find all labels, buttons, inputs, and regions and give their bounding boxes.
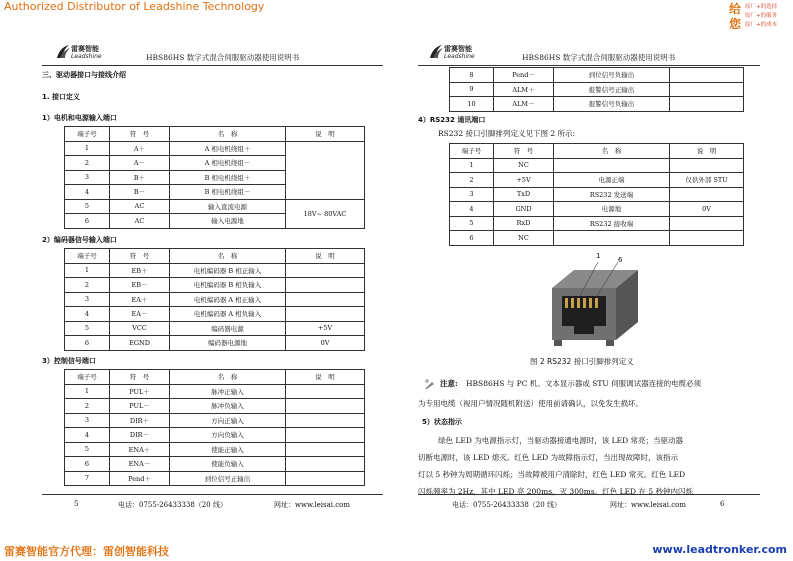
cell: B 相电机绕组－ [170, 185, 286, 200]
right-logo [428, 42, 478, 64]
logo-en-text: Leadshine [71, 53, 102, 60]
cell: 2 [450, 173, 494, 188]
note-line-2: 为专用电缆（视用户情况随机附送）使用前请确认，以免发生损坏。 [418, 399, 643, 408]
table-header-row [450, 144, 744, 159]
cell [286, 141, 365, 199]
rj-connector-figure [540, 252, 650, 347]
cell: 电机编码器 B 相正输入 [170, 263, 286, 278]
status-line: 灯以 5 秒钟为周期循环闪烁；当故障被用户清除时，红色 LED 常灭。红色 LED [418, 470, 686, 479]
cell: 18V~ 80VAC [286, 199, 365, 228]
table-row [65, 263, 365, 278]
right-footer-phone: 电话：0755-26433338（20 线） [452, 501, 561, 509]
brand-char-2: 您 [729, 17, 742, 31]
table-row [450, 68, 744, 83]
cell: 电机编码器 A 相负输入 [170, 307, 286, 322]
cell [286, 457, 365, 472]
cell [286, 428, 365, 443]
table-row [450, 216, 744, 231]
left-sub-title: 1. 接口定义 [42, 93, 80, 101]
brand-char-1: 给 [729, 2, 742, 16]
col-header: 名 称 [554, 144, 670, 159]
cell: EB－ [110, 278, 170, 293]
left-logo [55, 42, 105, 64]
cell: A 相电机绕组＋ [170, 141, 286, 156]
status-line: 绿色 LED 为电源指示灯，当驱动器接通电源时，该 LED 常亮；当驱动器 [438, 436, 683, 445]
table-row [65, 384, 365, 399]
table-row [65, 321, 365, 336]
cell [670, 68, 744, 83]
note-line-1: HBS86HS 与 PC 机、文本显示器或 STU 伺服调试器连接的电缆必须 [466, 379, 702, 388]
rs232-intro: RS232 接口引脚排列定义见下图 2 所示: [438, 129, 576, 138]
right-page-number: 6 [720, 500, 725, 508]
right-footer-web: 网址：www.leisai.com [610, 501, 686, 509]
cell [670, 216, 744, 231]
cell: 2 [65, 156, 110, 171]
col-header: 名 称 [170, 249, 286, 264]
leadshine-logo-icon [55, 44, 71, 60]
right-doc-title: HBS86HS 数字式混合伺服驱动器使用说明书 [522, 53, 676, 62]
table-header-row [65, 127, 365, 142]
status-paragraph [418, 432, 748, 500]
cell: A－ [110, 156, 170, 171]
cell: 7 [65, 471, 110, 486]
cell: +5V [286, 321, 365, 336]
cell [670, 158, 744, 173]
note-label: 注意: [440, 379, 458, 388]
cell: 3 [65, 413, 110, 428]
table-row [450, 82, 744, 97]
table-row [65, 442, 365, 457]
cell: EB＋ [110, 263, 170, 278]
cell: 方向负输入 [170, 428, 286, 443]
cell: 5 [450, 216, 494, 231]
cell [286, 442, 365, 457]
table-row [65, 199, 365, 214]
cell: 报警信号正输出 [554, 82, 670, 97]
table-row [65, 292, 365, 307]
figure-caption: 图 2 RS232 接口引脚排列定义 [530, 357, 634, 366]
warning-pen-icon [424, 378, 436, 390]
cell: B 相电机绕组＋ [170, 170, 286, 185]
cell: ALM＋ [494, 82, 554, 97]
table-header-row [65, 249, 365, 264]
cell [554, 231, 670, 246]
t1-title: 1）电机和电源输入端口 [42, 114, 117, 122]
cell: 10 [450, 97, 494, 112]
cell: GND [494, 202, 554, 217]
table-row [65, 307, 365, 322]
cell: 5 [65, 442, 110, 457]
cell [670, 231, 744, 246]
cell: NC [494, 231, 554, 246]
table-row [65, 471, 365, 486]
status-title: 5）状态指示 [422, 418, 462, 426]
table-row [450, 173, 744, 188]
cell: 4 [65, 428, 110, 443]
cell: B－ [110, 185, 170, 200]
website-link[interactable]: www.leadtronker.com [652, 543, 787, 556]
brand-line-3: 原厂+的成本 [745, 22, 778, 28]
table-row [65, 399, 365, 414]
cell: ALM－ [494, 97, 554, 112]
cell: 电机编码器 B 相负输入 [170, 278, 286, 293]
col-header: 端子号 [65, 249, 110, 264]
cell [286, 399, 365, 414]
logo-cn-text: 雷赛智能 [71, 45, 99, 53]
table-row [65, 141, 365, 156]
cell [286, 307, 365, 322]
cell: 脉冲正输入 [170, 384, 286, 399]
cell: AC [110, 199, 170, 214]
col-header: 符 号 [110, 370, 170, 385]
brand-mark [729, 0, 789, 34]
cell [286, 263, 365, 278]
table-row [450, 231, 744, 246]
cell: PUL＋ [110, 384, 170, 399]
cell [670, 187, 744, 202]
cell: B＋ [110, 170, 170, 185]
cell: 使能正输入 [170, 442, 286, 457]
col-header: 符 号 [110, 249, 170, 264]
cell: 4 [450, 202, 494, 217]
cell: 编码器电源 [170, 321, 286, 336]
cell: RS232 接收端 [554, 216, 670, 231]
col-header: 端子号 [65, 370, 110, 385]
col-header: 端子号 [65, 127, 110, 142]
cell: 5 [65, 321, 110, 336]
cell [670, 97, 744, 112]
col-header: 名 称 [170, 127, 286, 142]
cell [286, 278, 365, 293]
cell: 8 [450, 68, 494, 83]
cell: 使能负输入 [170, 457, 286, 472]
cell: 输入直流电源 [170, 199, 286, 214]
encoder-port-table [64, 248, 365, 351]
cell [554, 158, 670, 173]
table-row [65, 457, 365, 472]
cell: TxD [494, 187, 554, 202]
table-row [450, 158, 744, 173]
cell: Pend－ [494, 68, 554, 83]
cell: EA＋ [110, 292, 170, 307]
left-footer-phone: 电话：0755-26433338（20 线） [118, 501, 227, 509]
col-header: 说 明 [286, 127, 365, 142]
cell: 0V [670, 202, 744, 217]
left-header-rule [42, 65, 383, 66]
cell: 3 [65, 170, 110, 185]
cell: A 相电机绕组－ [170, 156, 286, 171]
cell: 1 [65, 141, 110, 156]
left-footer-web: 网址：www.leisai.com [274, 501, 350, 509]
cell [286, 471, 365, 486]
t3-title: 3）控制信号端口 [42, 357, 96, 365]
cell: RS232 发送端 [554, 187, 670, 202]
brand-line-2: 原厂+的服务 [745, 13, 778, 19]
right-header-rule [418, 65, 760, 66]
cell: 3 [65, 292, 110, 307]
status-line: 切断电源时，该 LED 熄灭。红色 LED 为故障指示灯，当出现故障时，该指示 [418, 453, 678, 462]
cell: 1 [65, 384, 110, 399]
cell [286, 384, 365, 399]
logo-cn-text: 雷赛智能 [444, 45, 472, 53]
cell: 6 [65, 336, 110, 351]
pin-1-label: 1 [596, 252, 601, 260]
cell: 0V [286, 336, 365, 351]
cell: EA－ [110, 307, 170, 322]
cell: 4 [65, 185, 110, 200]
cell: DIR－ [110, 428, 170, 443]
t2-title: 2）编码器信号输入端口 [42, 236, 117, 244]
cell: 2 [65, 278, 110, 293]
cell: 方向正输入 [170, 413, 286, 428]
cell: A＋ [110, 141, 170, 156]
cell: 编码器电源地 [170, 336, 286, 351]
table-row [65, 336, 365, 351]
cell: 仅供外部 STU [670, 173, 744, 188]
cell: 2 [65, 399, 110, 414]
table-row [65, 413, 365, 428]
cell: DIR＋ [110, 413, 170, 428]
cell: 输入电源地 [170, 214, 286, 229]
table-row [450, 202, 744, 217]
brand-line-1: 原厂+的选择 [745, 4, 778, 10]
right-footer-rule [418, 494, 760, 495]
cell: 5 [65, 199, 110, 214]
cell: NC [494, 158, 554, 173]
cell: 1 [65, 263, 110, 278]
cell: Pend＋ [110, 471, 170, 486]
left-section-title: 三、驱动器接口与接线介绍 [42, 71, 126, 79]
cell: 6 [65, 457, 110, 472]
note-block [424, 375, 436, 394]
cell: 4 [65, 307, 110, 322]
rs232-port-table [449, 143, 744, 246]
cell: RxD [494, 216, 554, 231]
pin-6-label: 6 [618, 256, 623, 264]
control-port-table [64, 369, 365, 486]
col-header: 符 号 [494, 144, 554, 159]
logo-en-text: Leadshine [444, 53, 475, 60]
cell: 电源地 [554, 202, 670, 217]
official-agent-banner: 雷赛智能官方代理：雷创智能科技 [4, 545, 169, 558]
cell [286, 413, 365, 428]
cell: 6 [450, 231, 494, 246]
cell [670, 82, 744, 97]
table-row [65, 278, 365, 293]
col-header: 说 明 [286, 370, 365, 385]
distributor-banner: Authorized Distributor of Leadshine Technology [4, 0, 265, 13]
col-header: 说 明 [286, 249, 365, 264]
cell: 6 [65, 214, 110, 229]
cell: 到位信号负输出 [554, 68, 670, 83]
table-row [450, 187, 744, 202]
cell: 脉冲负输入 [170, 399, 286, 414]
cell: PUL－ [110, 399, 170, 414]
cell: 3 [450, 187, 494, 202]
status-line: 闪烁频率为 2Hz，其中 LED 亮 200ms，灭 300ms。红色 LED 在 5 秒钟内闪烁 [418, 487, 693, 496]
table-row [65, 428, 365, 443]
table-row [450, 97, 744, 112]
left-footer-rule [42, 494, 383, 495]
col-header: 说 明 [670, 144, 744, 159]
col-header: 端子号 [450, 144, 494, 159]
cell [286, 292, 365, 307]
col-header: 符 号 [110, 127, 170, 142]
cell: VCC [110, 321, 170, 336]
cell: 报警信号负输出 [554, 97, 670, 112]
cell: 电源正端 [554, 173, 670, 188]
power-port-table [64, 126, 365, 229]
cell: +5V [494, 173, 554, 188]
cell: ENA－ [110, 457, 170, 472]
cell: 9 [450, 82, 494, 97]
cell: ENA＋ [110, 442, 170, 457]
left-doc-title: HBS86HS 数字式混合伺服驱动器使用说明书 [146, 53, 300, 62]
table-header-row [65, 370, 365, 385]
leadshine-logo-icon [428, 44, 444, 60]
cell: 电机编码器 A 相正输入 [170, 292, 286, 307]
rs232-title: 4）RS232 通讯端口 [418, 116, 486, 124]
rj-connector-illustration [540, 252, 650, 347]
cell: EGND [110, 336, 170, 351]
control-port-table-continued [449, 67, 744, 112]
cell: AC [110, 214, 170, 229]
cell: 到位信号正输出 [170, 471, 286, 486]
left-page-number: 5 [74, 500, 79, 508]
col-header: 名 称 [170, 370, 286, 385]
cell: 1 [450, 158, 494, 173]
